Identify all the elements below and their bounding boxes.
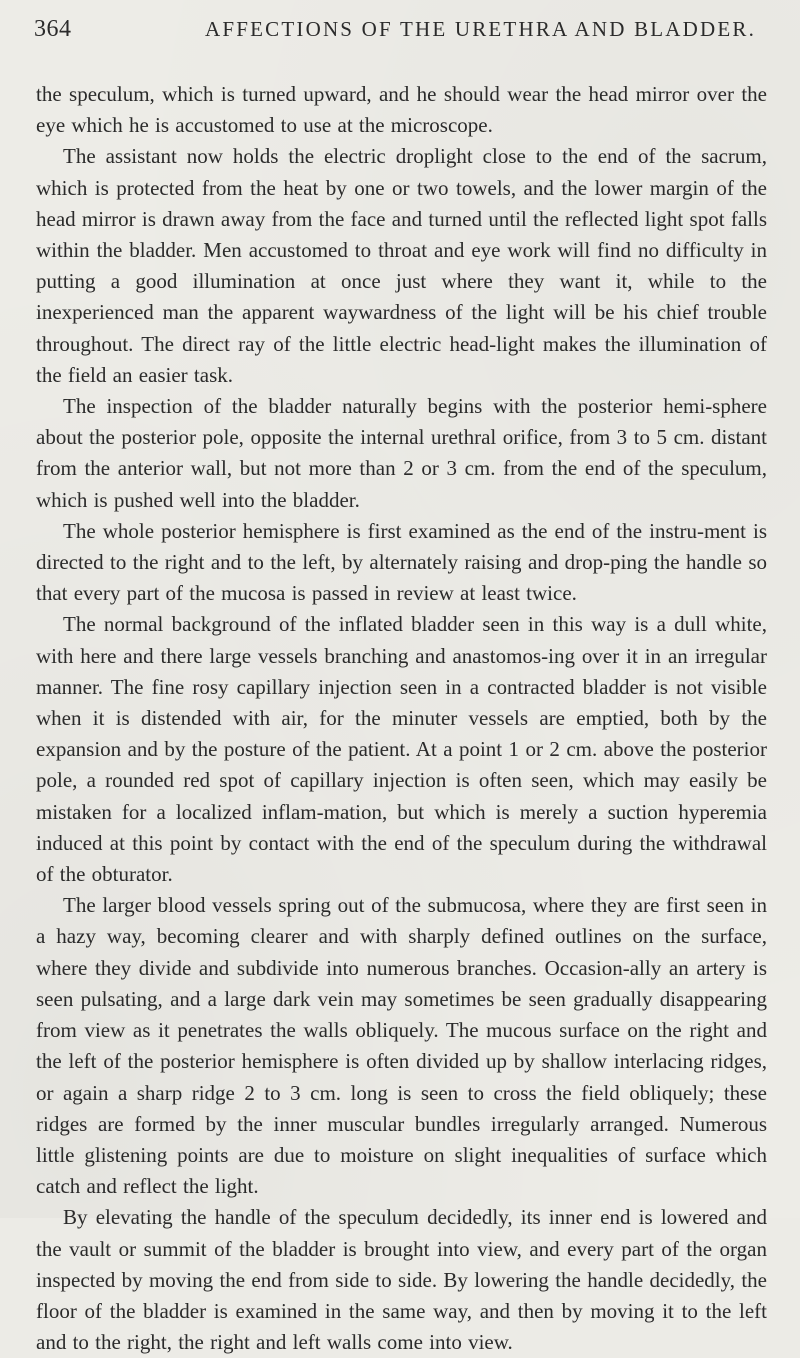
page-number: 364 [34,16,72,42]
paragraph-7: By elevating the handle of the speculum decidedly, its inner end is lowered and the vault or summit of the bladder is brought into view, and every part of the organ inspected by moving the end from side to side. By lowering the handle decidedly, the floor of the bladder is examined in the same way, and then by moving it to the left and to the right, the right and left walls come into view. [36,1205,767,1355]
body-text [36,79,767,1358]
paragraph-2: The assistant now holds the electric droplight close to the end of the sacrum, which is protected from the heat by one or two towels, and the lower margin of the head mirror is drawn away from the face and turned until the reflected light spot falls within the bladder. Men accustomed to throat and eye work will find no difficulty in putting a good illumination at once just where they want it, while to the inexperienced man the apparent waywardness of the light will be his chief trouble throughout. The direct ray of the little electric head-light makes the illumination of the field an easier task. [36,144,767,387]
page-header [34,16,770,56]
paragraph-1: the speculum, which is turned upward, and he should wear the head mirror over the eye which he is accustomed to use at the microscope. [36,82,767,138]
running-head: AFFECTIONS OF THE URETHRA AND BLADDER. [205,17,757,41]
paragraph-6: The larger blood vessels spring out of the submucosa, where they are first seen in a hazy way, becoming clearer and with sharply defined outlines on the surface, where they divide and subdivide into numerous branches. Occasion-ally an artery is seen pulsating, and a large dark vein may sometimes be seen gradually disappearing from view as it penetrates the walls obliquely. The mucous surface on the right and the left of the posterior hemisphere is often divided up by shallow interlacing ridges, or again a sharp ridge 2 to 3 cm. long is seen to cross the field obliquely; these ridges are formed by the inner muscular bundles irregularly arranged. Numerous little glistening points are due to moisture on slight inequalities of surface which catch and reflect the light. [36,893,767,1199]
paragraph-5: The normal background of the inflated bladder seen in this way is a dull white, with here and there large vessels branching and anastomos-ing over it in an irregular manner. The fine rosy capillary injection seen in a contracted bladder is not visible when it is distended with air, for the minuter vessels are emptied, both by the expansion and by the posture of the patient. At a point 1 or 2 cm. above the posterior pole, a rounded red spot of capillary injection is often seen, which may easily be mistaken for a localized inflam-mation, but which is merely a suction hyperemia induced at this point by contact with the end of the speculum during the withdrawal of the obturator. [36,612,767,887]
paragraph-3: The inspection of the bladder naturally begins with the posterior hemi-sphere about the posterior pole, opposite the internal urethral orifice, from 3 to 5 cm. distant from the anterior wall, but not more than 2 or 3 cm. from the end of the speculum, which is pushed well into the bladder. [36,394,767,512]
paragraph-4: The whole posterior hemisphere is first examined as the end of the instru-ment is directed to the right and to the left, by alternately raising and drop-ping the handle so that every part of the mucosa is passed in review at least twice. [36,518,767,606]
